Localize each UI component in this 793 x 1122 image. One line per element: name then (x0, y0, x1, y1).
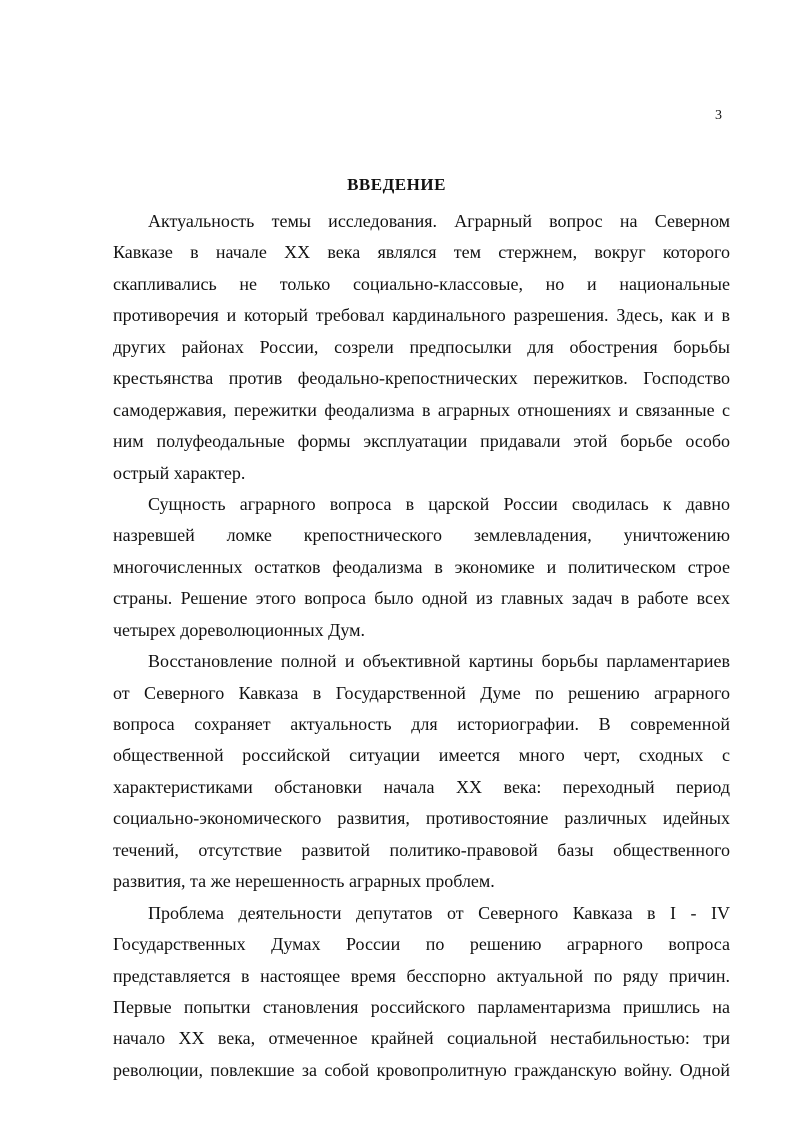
text-line: ним полуфеодальные формы эксплуатации придавали этой борьбе особо (113, 431, 730, 452)
body-text (113, 206, 730, 1086)
text-line: Актуальность темы исследования. Аграрный вопрос на Северном (148, 211, 730, 231)
text-line: Проблема деятельности депутатов от Северного Кавказа в I - IV (148, 902, 730, 923)
text-line: Первые попытки становления российского парламентаризма пришлись на (113, 996, 730, 1017)
text-line: многочисленных остатков феодализма в экономике и политическом строе (113, 556, 730, 577)
page-number: 3 (715, 108, 722, 123)
text-line: крестьянства против феодально-крепостнических пережитков. Господство (113, 368, 730, 389)
text-line: общественной российской ситуации имеется много черт, сходных с (113, 745, 730, 766)
text-line: противоречия и который требовал кардинального разрешения. Здесь, как и в (113, 305, 730, 326)
text-line: четырех дореволюционных Дум. (113, 619, 366, 640)
text-line: назревшей ломке крепостнического землевладения, уничтожению (113, 525, 730, 546)
text-line: начало XX века, отмеченное крайней социальной нестабильностью: три (113, 1028, 730, 1049)
text-line: Государственных Думах России по решению аграрного вопроса (113, 934, 730, 955)
paragraph-2 (113, 489, 730, 646)
text-line: Сущность аграрного вопроса в царской России сводилась к давно (148, 493, 730, 514)
text-line: Восстановление полной и объективной картины борьбы парламентариев (148, 651, 730, 672)
text-line: самодержавия, пережитки феодализма в аграрных отношениях и связанные с (113, 399, 730, 420)
paragraph-1 (113, 206, 730, 489)
paragraph-3 (113, 646, 730, 898)
text-line: революции, повлекшие за собой кровопролитную гражданскую войну. Одной (113, 1059, 730, 1080)
text-line: социально-экономического развития, противостояние различных идейных (113, 808, 730, 829)
text-line: других районах России, созрели предпосылки для обострения борьбы (113, 336, 730, 357)
text-line: характеристиками обстановки начала XX века: переходный период (113, 776, 730, 797)
text-line: скапливались не только социально-классовые, но и национальные (113, 273, 730, 294)
paragraph-4 (113, 898, 730, 1087)
text-line: страны. Решение этого вопроса было одной из главных задач в работе всех (113, 588, 730, 609)
text-line: течений, отсутствие развитой политико-правовой базы общественного (113, 839, 730, 860)
text-line: от Северного Кавказа в Государственной Думе по решению аграрного (113, 682, 730, 703)
text-line: Кавказе в начале XX века являлся тем стержнем, вокруг которого (113, 242, 730, 263)
text-line: развития, та же нерешенность аграрных проблем. (113, 871, 495, 892)
text-line: острый характер. (113, 462, 246, 483)
text-line: вопроса сохраняет актуальность для историографии. В современной (113, 714, 730, 734)
text-line: представляется в настоящее время бесспорно актуальной по ряду причин. (113, 965, 730, 986)
section-title: ВВЕДЕНИЕ (347, 175, 446, 194)
